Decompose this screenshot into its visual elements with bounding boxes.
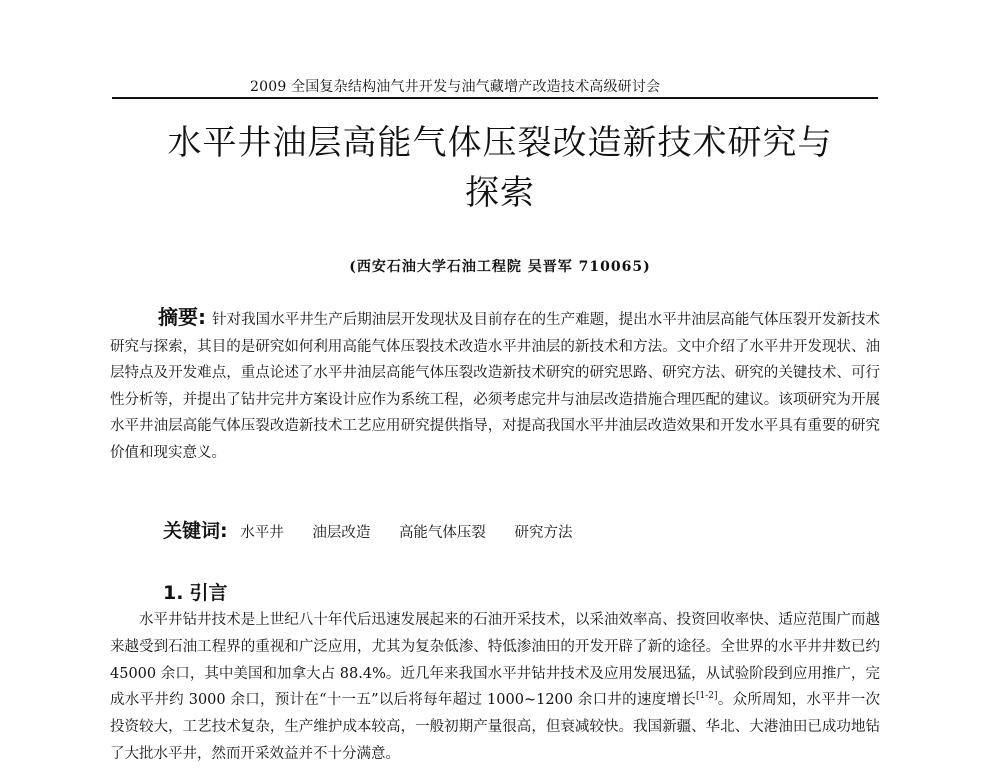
paragraph-text-continued: 。众所周知，水平井一次投资较大，工艺技术复杂，生产维护成本较高，一般初期产量很高，但衰减较快。我国新疆、华北、大港油田已成功地钻了大批水平井，然而开采效益并不十分满意。 [110, 692, 881, 762]
section-title: 引言 [189, 582, 228, 604]
author-affiliation: (西安石油大学石油工程院 吴晋军 710065) [349, 259, 651, 275]
keywords-heading: 关键词: [163, 520, 228, 542]
paper-title [100, 118, 900, 218]
section-number: 1. [163, 582, 184, 604]
introduction-paragraph [110, 607, 880, 768]
title-line-1: 水平井油层高能气体压裂改造新技术研究与 [167, 123, 833, 163]
citation-reference: [1-2] [696, 691, 718, 702]
keyword: 高能气体压裂 [398, 525, 486, 541]
abstract [110, 304, 880, 467]
section-heading [163, 578, 227, 605]
keyword: 研究方法 [514, 525, 573, 541]
paragraph-text: 水平井钻井技术是上世纪八十年代后迅速发展起来的石油开采技术，以采油效率高、投资回收率快、适应范围广而越来越受到石油工程界的重视和广泛应用，尤其为复杂低渗、特低渗油田的开发开辟了新的途径。全世界的水平井井数已约 45000 余口，其中美国和加拿大占 88.4%。近几年来我国水平井钻井技术及应用发展迅猛，从试验阶段到应用推广，完成水平井约 3000 余口，预计在“十一五”以后将每年超过 1000~1200 余口井的速度增长 [110, 612, 880, 709]
title-line-2: 探索 [465, 173, 535, 213]
keyword: 水平井 [240, 525, 284, 541]
abstract-text: 针对我国水平井生产后期油层开发现状及目前存在的生产难题，提出水平井油层高能气体压裂开发新技术研究与探索，其目的是研究如何利用高能气体压裂技术改造水平井油层的新技术和方法。文中介绍了水平井开发现状、油层特点及开发难点，重点论述了水平井油层高能气体压裂改造新技术研究的研究思路、研究方法、研究的关键技术、可行性分析等，并提出了钻井完井方案设计应作为系统工程，必须考虑完井与油层改造措施合理匹配的建议。该项研究为开展水平井油层高能气体压裂改造新技术工艺应用研究提供指导，对提高我国水平井油层改造效果和开发水平具有重要的研究价值和现实意义。 [110, 312, 881, 461]
running-header: 2009 全国复杂结构油气井开发与油气藏增产改造技术高级研讨会 [250, 79, 661, 95]
abstract-heading: 摘要: [158, 305, 207, 329]
keyword: 油层改造 [312, 525, 371, 541]
header-rule [112, 97, 878, 99]
keywords [163, 516, 597, 543]
